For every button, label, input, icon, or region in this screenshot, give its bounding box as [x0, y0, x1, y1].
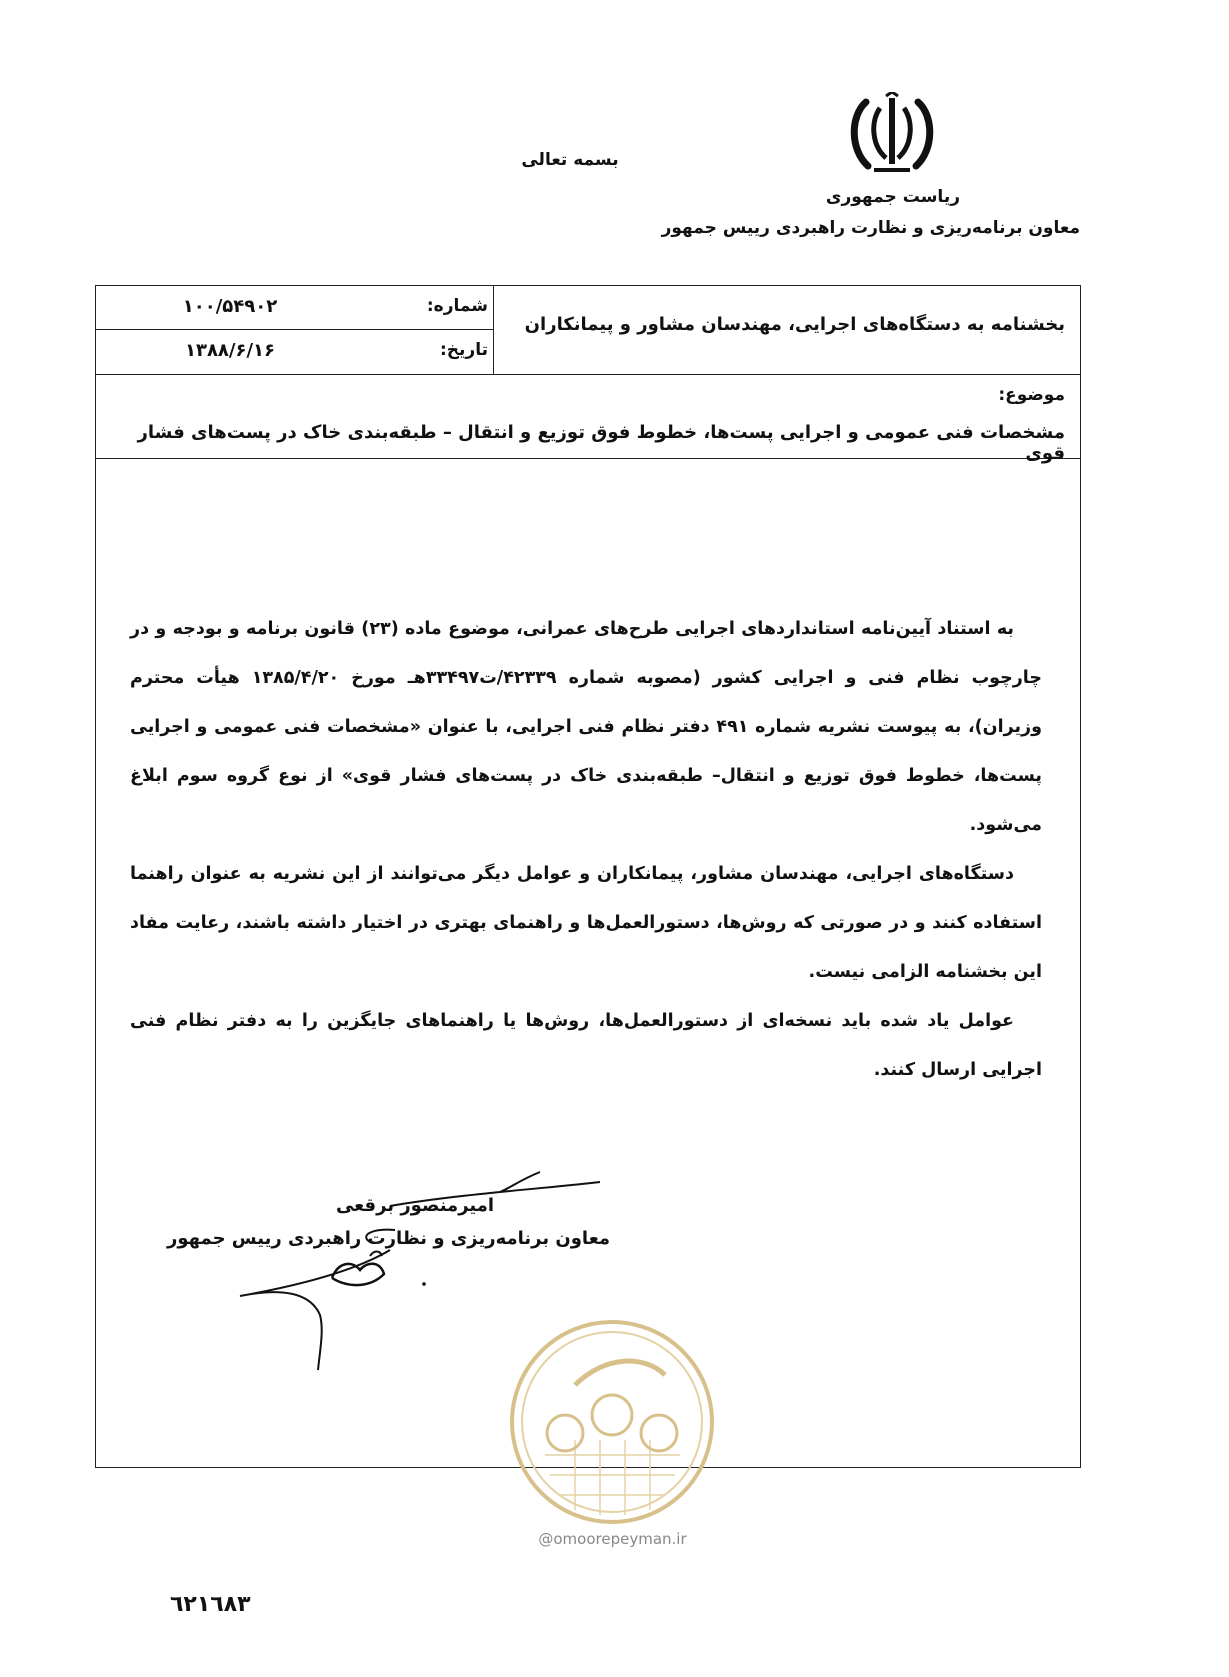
- watermark-text: @omoorepeyman.ir: [538, 1530, 687, 1548]
- body-p1-end: » از نوع گروه سوم ابلاغ می‌شود.: [130, 766, 1042, 835]
- number-value: ۱۰۰/۵۴۹۰۲: [182, 296, 278, 317]
- recipients: بخشنامه به دستگاه‌های اجرایی، مهندسان مشاور و پیمانکاران: [524, 314, 1065, 335]
- stamp-logo: [505, 1315, 720, 1530]
- subject-text: مشخصات فنی عمومی و اجرایی پست‌ها، خطوط فوق توزیع و انتقال – طبقه‌بندی خاک در پست‌های فشار قوی: [137, 422, 1065, 464]
- meta-divider: [96, 329, 493, 330]
- number-label: شماره:: [426, 296, 488, 316]
- org-name: ریاست جمهوری: [825, 187, 960, 207]
- basmala: بسمه تعالی: [521, 150, 619, 170]
- body-p1-text: به استناد آیین‌نامه استانداردهای اجرایی طرح‌های عمرانی، موضوع ماده (۲۳) قانون برنامه و بودجه و در چارچوب نظام فنی و اجرایی کشور (مصوبه شماره ۴۲۳۳۹/ت۳۳۴۹۷هـ مورخ ۱۳۸۵/۴/۲۰ هیأت محترم وزیران)، به پیوست نشریه شماره ۴۹۱ دفتر نظام فنی اجرایی، با عنوان «: [130, 619, 1042, 737]
- body-paragraph-3: عوامل یاد شده باید نسخه‌ای از دستورالعمل‌ها، روش‌ها یا راهنماهای جایگزین را به دفتر نظام فنی اجرایی ارسال کنند.: [130, 1011, 1042, 1080]
- iran-emblem-icon: [846, 92, 938, 178]
- date-value: ۱۳۸۸/۶/۱۶: [184, 340, 276, 361]
- body-p1-title: مشخصات فنی عمومی و اجرایی پست‌ها، خطوط فوق توزیع و انتقال– طبقه‌بندی خاک در پست‌های فشار قوی: [130, 717, 1043, 786]
- letter-body: [130, 605, 1042, 1095]
- signer-title: معاون برنامه‌ریزی و نظارت راهبردی رییس جمهور: [166, 1228, 610, 1249]
- header-divider: [96, 374, 1080, 375]
- document-number: ٦٢١٦٨٣: [170, 1592, 251, 1617]
- body-paragraph-2: دستگاه‌های اجرایی، مهندسان مشاور، پیمانکاران و عوامل دیگر می‌توانند از این نشریه به عنوان راهنما استفاده کنند و در صورتی که روش‌ها، دستورالعمل‌ها و راهنمای بهتری در اختیار داشته باشند، رعایت مفاد این بخشنامه الزامی نیست.: [130, 864, 1042, 982]
- org-subtitle: معاون برنامه‌ریزی و نظارت راهبردی رییس جمهور: [661, 218, 1080, 238]
- subject-label: موضوع:: [998, 385, 1065, 405]
- header-divider-vertical: [493, 286, 494, 374]
- signer-name: امیرمنصور برقعی: [335, 1195, 495, 1216]
- body-paragraph-1: [130, 605, 1042, 850]
- date-label: تاریخ:: [440, 340, 488, 360]
